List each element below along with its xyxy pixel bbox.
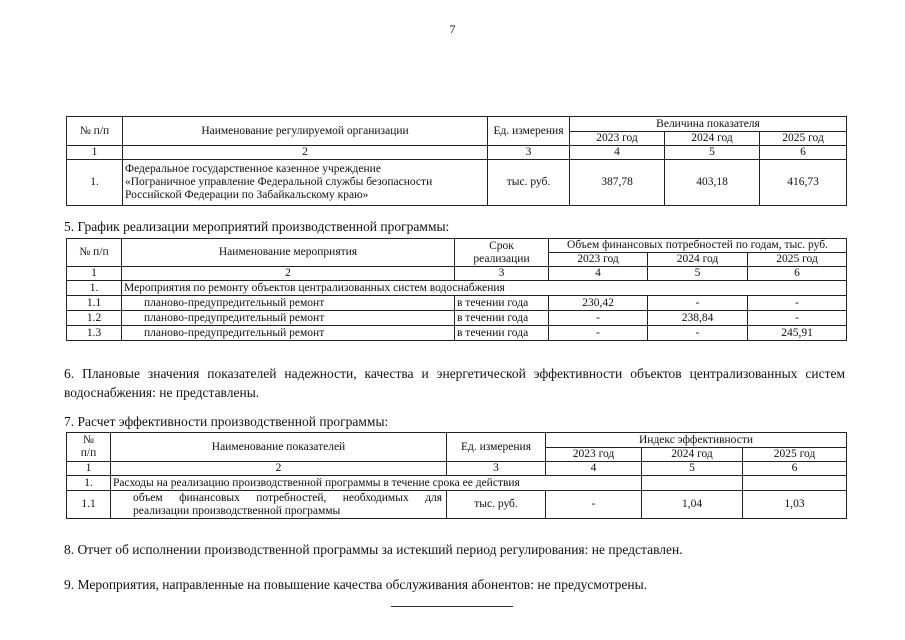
header-term — [455, 239, 549, 267]
header-term-line: реализации — [473, 252, 530, 265]
activity-term: в течении года — [455, 311, 549, 326]
table-row — [67, 311, 847, 326]
index-cell: 5 — [648, 267, 748, 281]
activity-name: планово-предупредительный ремонт — [122, 311, 455, 326]
organization-name-line: «Пограничное управление Федеральной службы безопасности — [125, 176, 433, 188]
value-2023: - — [549, 311, 648, 326]
row-unit: тыс. руб. — [447, 491, 546, 519]
index-cell: 3 — [488, 146, 570, 160]
table-row — [67, 296, 847, 311]
header-activity: Наименование мероприятия — [122, 239, 455, 267]
group-row — [67, 476, 847, 491]
value-2024: - — [648, 326, 748, 341]
index-cell: 6 — [760, 146, 847, 160]
index-cell: 2 — [111, 462, 447, 476]
index-cell: 1 — [67, 146, 123, 160]
header-2023: 2023 год — [546, 448, 642, 462]
header-2023: 2023 год — [549, 253, 648, 267]
header-term-line: Срок — [489, 239, 514, 252]
index-cell: 1 — [67, 267, 122, 281]
index-cell: 6 — [743, 462, 847, 476]
header-2024: 2024 год — [642, 448, 743, 462]
value-2025: 416,73 — [760, 160, 847, 206]
header-num: № п/п — [67, 239, 122, 267]
section-7-title: 7. Расчет эффективности производственной программы: — [64, 414, 389, 429]
header-2025: 2025 год — [748, 253, 847, 267]
value-2025: 1,03 — [743, 491, 847, 519]
footer-divider — [391, 606, 513, 607]
header-num-line: № — [83, 434, 94, 446]
activity-term: в течении года — [455, 296, 549, 311]
efficiency-calculation-table — [66, 432, 847, 519]
value-2023: - — [546, 491, 642, 519]
header-2023: 2023 год — [570, 132, 665, 146]
header-efficiency-index: Индекс эффективности — [546, 433, 847, 448]
table-row — [67, 160, 847, 206]
header-unit: Ед. измерения — [488, 117, 570, 146]
header-num — [67, 433, 111, 462]
column-index-row — [67, 267, 847, 281]
row-num: 1. — [67, 160, 123, 206]
value-2024: - — [648, 296, 748, 311]
organization-name-line: Российской Федерации по Забайкальскому краю» — [125, 189, 369, 201]
group-num: 1. — [67, 476, 111, 491]
activity-term: в течении года — [455, 326, 549, 341]
header-2025: 2025 год — [760, 132, 847, 146]
table-row — [67, 326, 847, 341]
header-unit: Ед. измерения — [447, 433, 546, 462]
row-num: 1.1 — [67, 296, 122, 311]
column-index-row — [67, 146, 847, 160]
table-row — [67, 491, 847, 519]
organization-name-line: Федеральное государственное казенное учреждение — [125, 163, 381, 175]
value-2023: - — [549, 326, 648, 341]
index-cell: 4 — [546, 462, 642, 476]
header-2024: 2024 год — [648, 253, 748, 267]
value-2024: 238,84 — [648, 311, 748, 326]
value-2025: - — [748, 296, 847, 311]
value-2025: 245,91 — [748, 326, 847, 341]
row-num: 1.2 — [67, 311, 122, 326]
indicator-name: объем финансовых потребностей, необходимых для реализации производственной программы — [111, 491, 447, 519]
group-num: 1. — [67, 281, 122, 296]
header-num-line: п/п — [80, 447, 97, 459]
section-8-text: 8. Отчет об исполнении производственной программы за истекший период регулирования: не представлен. — [64, 542, 683, 557]
header-organization: Наименование регулируемой организации — [123, 117, 488, 146]
section-5-title: 5. График реализации мероприятий производственной программы: — [64, 219, 450, 234]
activity-name: планово-предупредительный ремонт — [122, 326, 455, 341]
header-indicator-value: Величина показателя — [570, 117, 847, 132]
column-index-row — [67, 462, 847, 476]
value-2023: 387,78 — [570, 160, 665, 206]
page-number: 7 — [449, 22, 456, 36]
row-num: 1.1 — [67, 491, 111, 519]
section-9-text: 9. Мероприятия, направленные на повышение качества обслуживания абонентов: не предусмотрены. — [64, 577, 648, 592]
index-cell: 5 — [642, 462, 743, 476]
group-row — [67, 281, 847, 296]
index-cell: 6 — [748, 267, 847, 281]
header-indicators: Наименование показателей — [111, 433, 447, 462]
value-2023: 230,42 — [549, 296, 648, 311]
activity-schedule-table — [66, 238, 847, 341]
row-num: 1.3 — [67, 326, 122, 341]
index-cell: 1 — [67, 462, 111, 476]
header-2024: 2024 год — [665, 132, 760, 146]
value-2024: 1,04 — [642, 491, 743, 519]
empty-cell — [743, 476, 847, 491]
index-cell: 2 — [123, 146, 488, 160]
index-cell: 2 — [122, 267, 455, 281]
value-2025: - — [748, 311, 847, 326]
header-financial-needs: Объем финансовых потребностей по годам, тыс. руб. — [549, 239, 847, 253]
header-2025: 2025 год — [743, 448, 847, 462]
value-2024: 403,18 — [665, 160, 760, 206]
group-title: Мероприятия по ремонту объектов централизованных систем водоснабжения — [122, 281, 847, 296]
header-num: № п/п — [67, 117, 123, 146]
activity-name: планово-предупредительный ремонт — [122, 296, 455, 311]
empty-cell — [642, 476, 743, 491]
index-cell: 5 — [665, 146, 760, 160]
organization-indicator-table — [66, 116, 847, 206]
row-unit: тыс. руб. — [488, 160, 570, 206]
index-cell: 3 — [455, 267, 549, 281]
organization-name — [123, 160, 488, 206]
index-cell: 4 — [549, 267, 648, 281]
section-6-text: 6. Плановые значения показателей надежности, качества и энергетической эффективности объектов централизованных систем водоснабжения: не представлены. — [64, 366, 845, 400]
group-title: Расходы на реализацию производственной программы в течение срока ее действия — [111, 476, 642, 491]
index-cell: 3 — [447, 462, 546, 476]
index-cell: 4 — [570, 146, 665, 160]
